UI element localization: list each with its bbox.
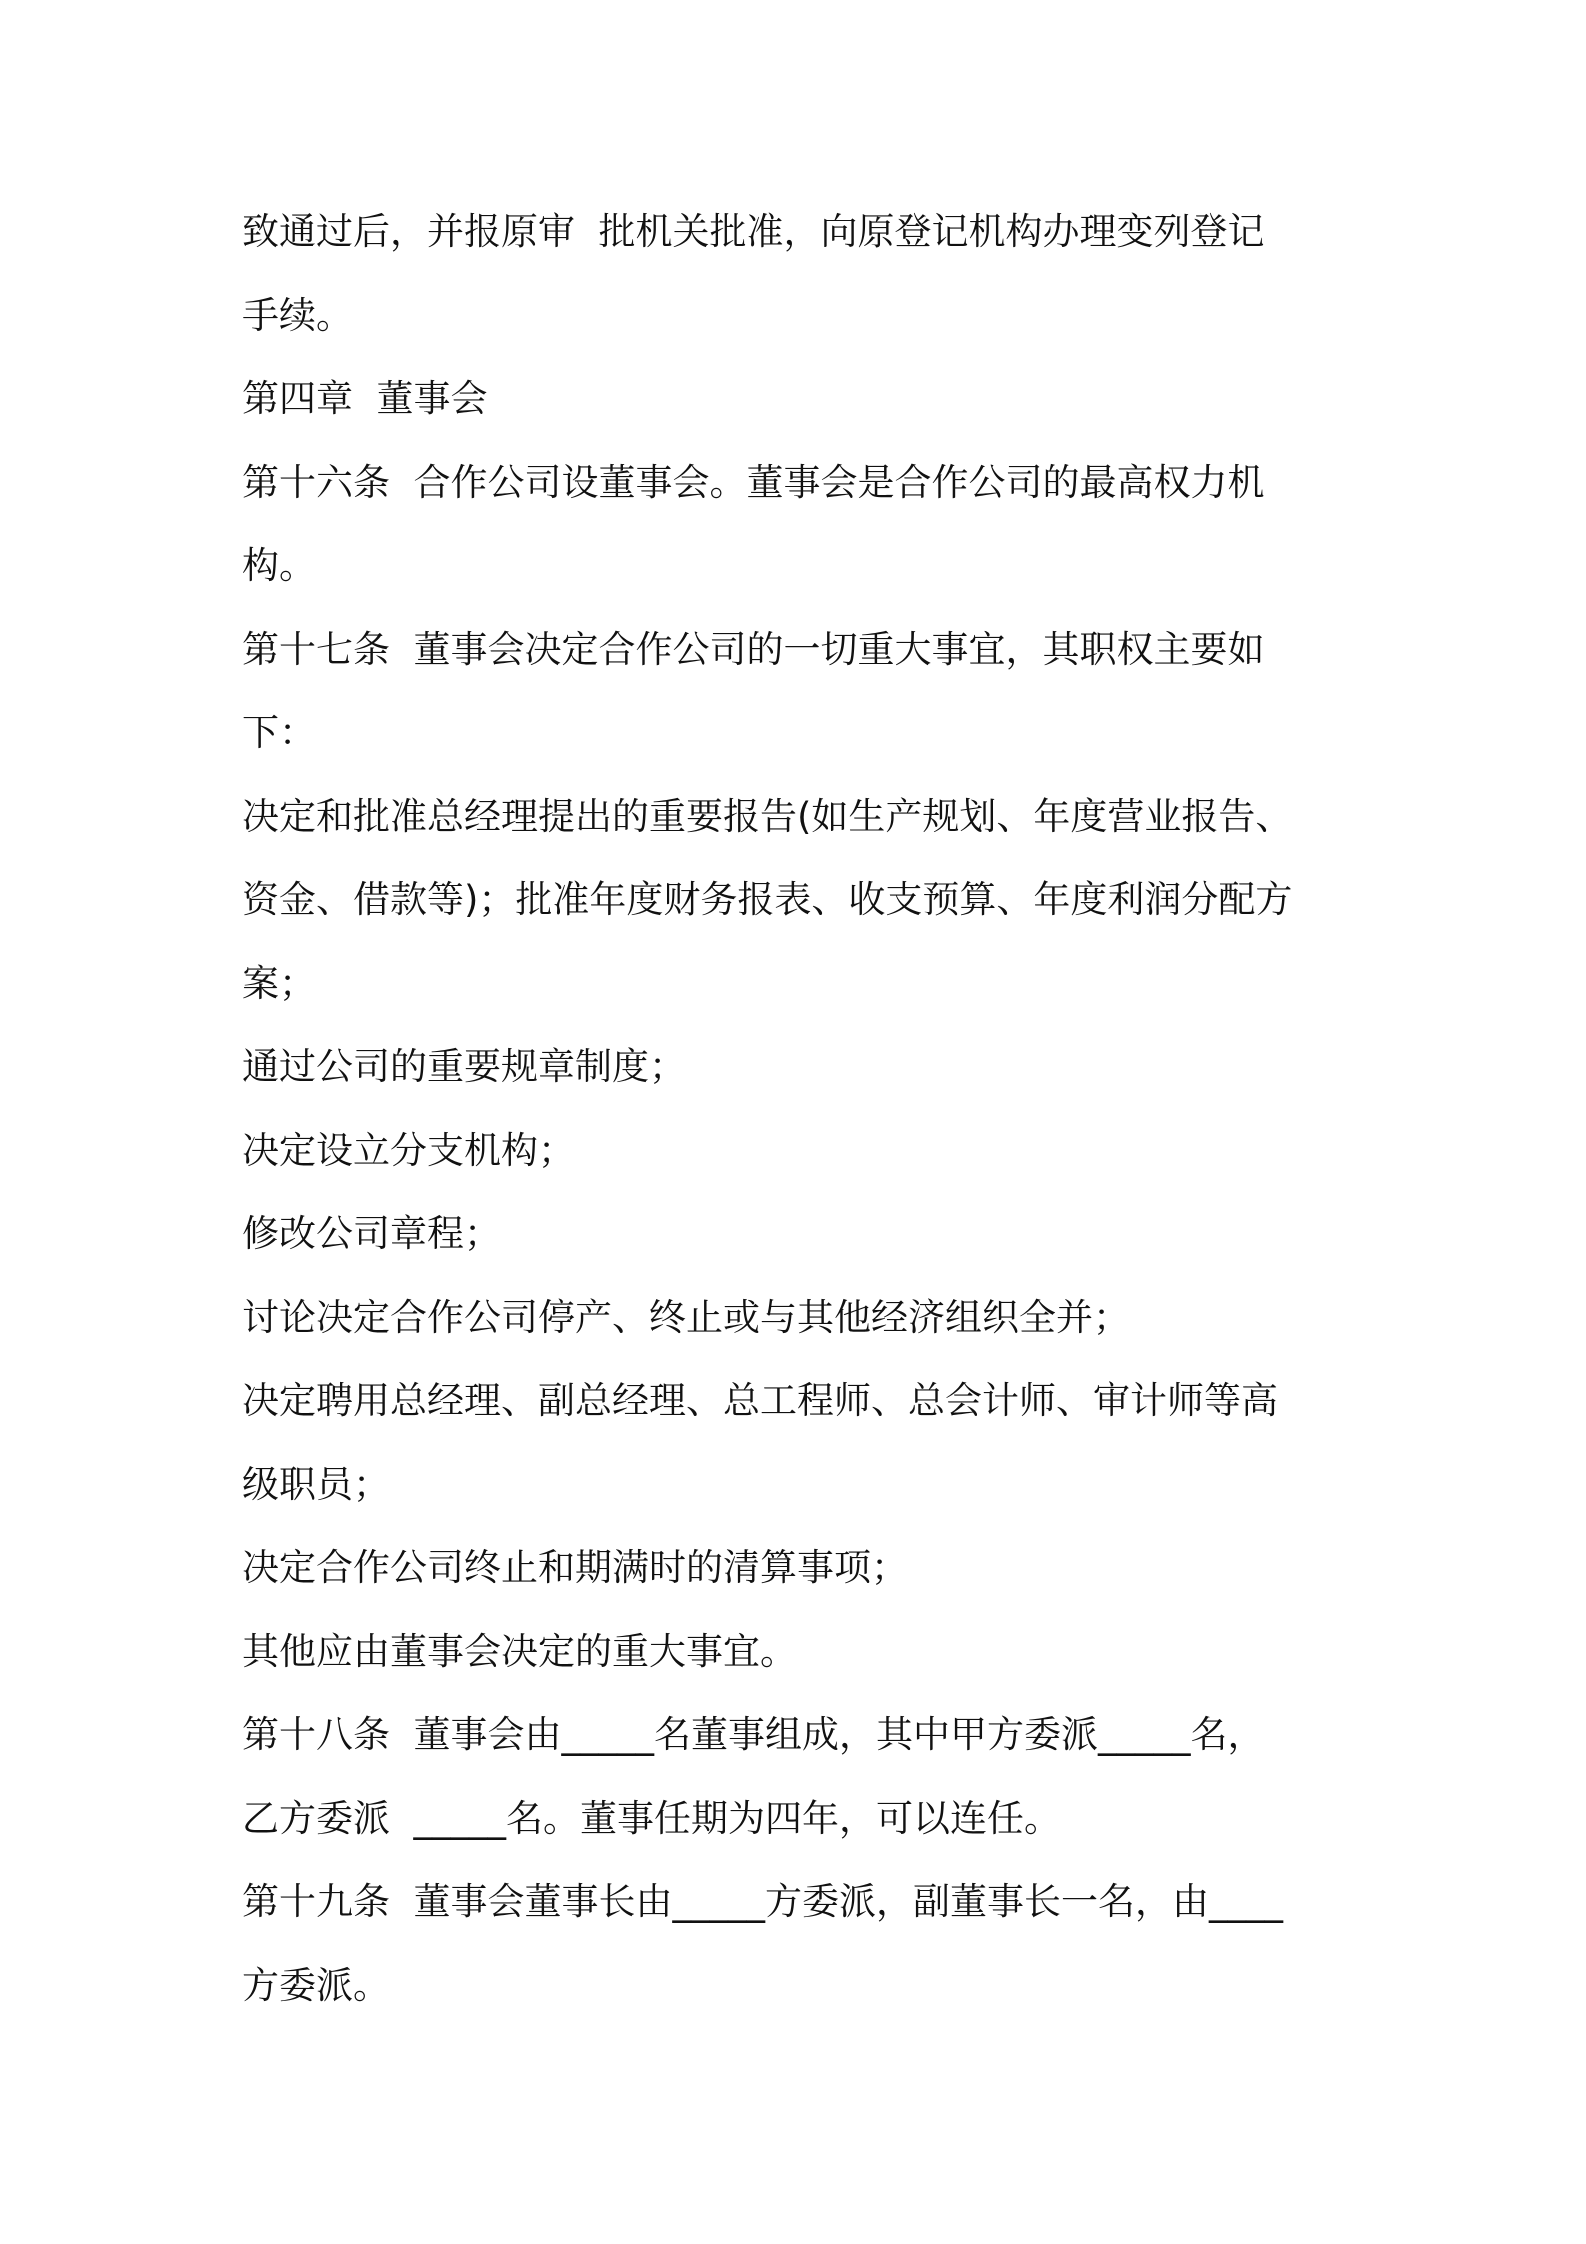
list-item: 决定和批准总经理提出的重要报告(如生产规划、年度营业报告、	[242, 794, 1293, 838]
list-item: 其他应由董事会决定的重大事宜。	[242, 1629, 797, 1673]
text-line: 资金、借款等)；批准年度财务报表、收支预算、年度利润分配方	[242, 878, 1293, 921]
article-19: 第十九条 董事会董事长由_____方委派，副董事长一名，由____	[242, 1880, 1284, 1923]
article-16: 第十六条 合作公司设董事会。董事会是合作公司的最高权力机	[242, 460, 1265, 504]
list-item: 讨论决定合作公司停产、终止或与其他经济组织全并；	[242, 1295, 1130, 1339]
chapter-heading: 第四章 董事会	[242, 377, 488, 420]
list-item: 决定设立分支机构；	[242, 1128, 575, 1172]
text-line: 构。	[242, 544, 316, 587]
text-line: 致通过后，并报原审 批机关批准，向原登记机构办理变列登记	[242, 210, 1265, 253]
list-item: 修改公司章程；	[242, 1212, 501, 1255]
text-line: 方委派。	[242, 1963, 390, 2007]
article-18: 第十八条 董事会由_____名董事组成，其中甲方委派_____名，	[242, 1713, 1265, 1756]
text-line: 手续。	[242, 293, 353, 337]
text-line: 下：	[242, 711, 316, 754]
text-line: 案；	[242, 961, 316, 1005]
article-17: 第十七条 董事会决定合作公司的一切重大事宜，其职权主要如	[242, 627, 1265, 671]
list-item: 决定聘用总经理、副总经理、总工程师、总会计师、审计师等高	[242, 1379, 1278, 1422]
document-body	[242, 190, 1362, 2027]
text-line: 乙方委派 _____名。董事任期为四年，可以连任。	[242, 1796, 1062, 1840]
text-line: 级职员；	[242, 1462, 390, 1506]
list-item: 决定合作公司终止和期满时的清算事项；	[242, 1546, 908, 1589]
list-item: 通过公司的重要规章制度；	[242, 1045, 686, 1088]
